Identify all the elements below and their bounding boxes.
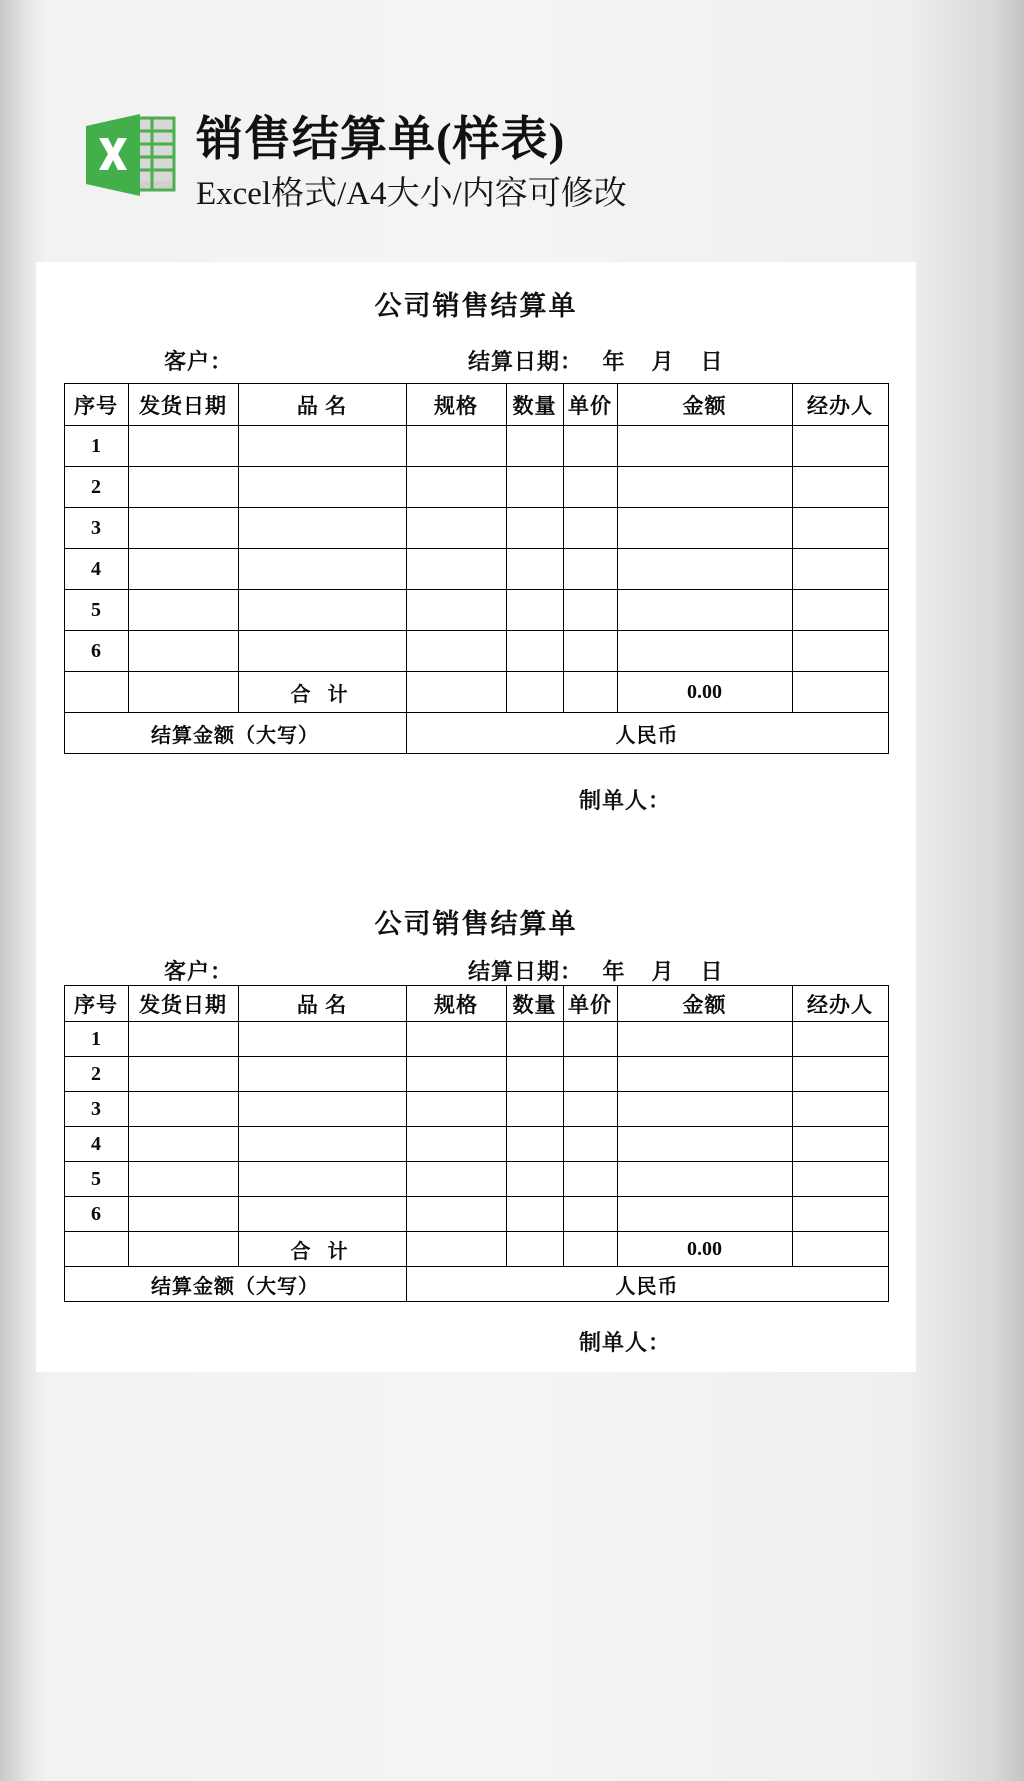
total-blank-date (128, 1232, 238, 1267)
customer-label: 客户： (164, 959, 234, 984)
form-title: 公司销售结算单 (374, 291, 578, 321)
table-row (64, 1092, 888, 1127)
cell-handler[interactable] (792, 1092, 888, 1127)
cell-seq[interactable]: 1 (64, 1022, 128, 1057)
cell-qty[interactable] (506, 1022, 563, 1057)
cell-date[interactable] (128, 426, 238, 467)
total-label: 合 计 (238, 672, 406, 713)
cell-amount[interactable] (617, 631, 792, 672)
table-row (64, 1197, 888, 1232)
cell-date[interactable] (128, 1162, 238, 1197)
settlement-form-1 (36, 262, 916, 834)
cell-qty[interactable] (506, 467, 563, 508)
cell-qty[interactable] (506, 549, 563, 590)
amount-in-words-label: 结算金额（大写） (64, 713, 406, 754)
cell-name[interactable] (238, 1197, 406, 1232)
cell-price[interactable] (563, 1197, 617, 1232)
cell-spec[interactable] (406, 426, 506, 467)
settlement-form-2 (36, 902, 916, 1376)
table-row (64, 1022, 888, 1057)
cell-date[interactable] (128, 1092, 238, 1127)
total-blank-qty (506, 672, 563, 713)
cell-name[interactable] (238, 1162, 406, 1197)
cell-spec[interactable] (406, 1022, 506, 1057)
table-row (64, 508, 888, 549)
page-subtitle: Excel格式/A4大小/内容可修改 (196, 176, 627, 212)
col-header-seq: 序号 (64, 986, 128, 1022)
cell-spec[interactable] (406, 1162, 506, 1197)
total-amount-value: 0.00 (617, 1232, 792, 1267)
cell-amount[interactable] (617, 1022, 792, 1057)
col-header-name: 品 名 (238, 986, 406, 1022)
cell-handler[interactable] (792, 508, 888, 549)
cell-amount[interactable] (617, 1162, 792, 1197)
cell-date[interactable] (128, 549, 238, 590)
cell-handler[interactable] (792, 467, 888, 508)
total-blank-seq (64, 672, 128, 713)
cell-price[interactable] (563, 1022, 617, 1057)
cell-seq[interactable]: 6 (64, 631, 128, 672)
cell-date[interactable] (128, 631, 238, 672)
cell-price[interactable] (563, 1162, 617, 1197)
cell-seq[interactable]: 4 (64, 549, 128, 590)
cell-seq[interactable]: 4 (64, 1127, 128, 1162)
cell-qty[interactable] (506, 1127, 563, 1162)
cell-seq[interactable]: 5 (64, 1162, 128, 1197)
cell-seq[interactable]: 5 (64, 590, 128, 631)
cell-price[interactable] (563, 467, 617, 508)
col-header-price: 单价 (563, 986, 617, 1022)
cell-spec[interactable] (406, 631, 506, 672)
cell-date[interactable] (128, 1127, 238, 1162)
settlement-table (64, 383, 889, 754)
cell-amount[interactable] (617, 426, 792, 467)
cell-handler[interactable] (792, 1197, 888, 1232)
cell-name[interactable] (238, 426, 406, 467)
cell-date[interactable] (128, 590, 238, 631)
cell-price[interactable] (563, 590, 617, 631)
col-header-date: 发货日期 (128, 986, 238, 1022)
cell-price[interactable] (563, 549, 617, 590)
cell-qty[interactable] (506, 1092, 563, 1127)
page-header (0, 0, 1024, 262)
cell-name[interactable] (238, 508, 406, 549)
col-header-spec: 规格 (406, 986, 506, 1022)
form-meta-row (36, 949, 916, 985)
col-header-spec: 规格 (406, 384, 506, 426)
total-blank-spec (406, 672, 506, 713)
cell-price[interactable] (563, 426, 617, 467)
col-header-handler: 经办人 (792, 384, 888, 426)
cell-name[interactable] (238, 1092, 406, 1127)
cell-spec[interactable] (406, 1057, 506, 1092)
maker-row (36, 784, 916, 834)
cell-amount[interactable] (617, 508, 792, 549)
col-header-amount: 金额 (617, 384, 792, 426)
page-title: 销售结算单(样表) (196, 114, 566, 166)
col-header-date: 发货日期 (128, 384, 238, 426)
cell-price[interactable] (563, 631, 617, 672)
cell-name[interactable] (238, 590, 406, 631)
cell-spec[interactable] (406, 549, 506, 590)
cell-name[interactable] (238, 1127, 406, 1162)
cell-handler[interactable] (792, 1127, 888, 1162)
cell-seq[interactable]: 2 (64, 467, 128, 508)
table-row (64, 467, 888, 508)
total-amount-value: 0.00 (617, 672, 792, 713)
table-row (64, 426, 888, 467)
table-row (64, 1162, 888, 1197)
cell-date[interactable] (128, 1197, 238, 1232)
total-blank-handler (792, 1232, 888, 1267)
excel-file-icon (78, 104, 178, 204)
cell-amount[interactable] (617, 467, 792, 508)
cell-qty[interactable] (506, 1057, 563, 1092)
cell-date[interactable] (128, 467, 238, 508)
cell-qty[interactable] (506, 1162, 563, 1197)
table-row (64, 549, 888, 590)
cell-qty[interactable] (506, 590, 563, 631)
customer-label: 客户： (164, 349, 234, 374)
cell-handler[interactable] (792, 631, 888, 672)
col-header-name: 品 名 (238, 384, 406, 426)
cell-spec[interactable] (406, 1197, 506, 1232)
amount-in-words-row (64, 1267, 888, 1302)
settlement-table (64, 985, 889, 1302)
table-total-row (64, 1232, 888, 1267)
cell-seq[interactable]: 3 (64, 1092, 128, 1127)
table-total-row (64, 672, 888, 713)
cell-price[interactable] (563, 1127, 617, 1162)
cell-spec[interactable] (406, 1127, 506, 1162)
table-row (64, 1057, 888, 1092)
cell-handler[interactable] (792, 549, 888, 590)
cell-amount[interactable] (617, 590, 792, 631)
cell-name[interactable] (238, 1022, 406, 1057)
cell-price[interactable] (563, 1057, 617, 1092)
amount-in-words-value[interactable]: 人民币 (406, 1267, 888, 1302)
cell-date[interactable] (128, 508, 238, 549)
title-block (196, 112, 836, 216)
col-header-qty: 数量 (506, 384, 563, 426)
total-blank-spec (406, 1232, 506, 1267)
cell-seq[interactable]: 3 (64, 508, 128, 549)
cell-amount[interactable] (617, 1057, 792, 1092)
cell-qty[interactable] (506, 426, 563, 467)
col-header-handler: 经办人 (792, 986, 888, 1022)
cell-handler[interactable] (792, 1022, 888, 1057)
cell-handler[interactable] (792, 1057, 888, 1092)
total-blank-price (563, 1232, 617, 1267)
col-header-qty: 数量 (506, 986, 563, 1022)
table-header-row (64, 986, 888, 1022)
col-header-amount: 金额 (617, 986, 792, 1022)
amount-in-words-label: 结算金额（大写） (64, 1267, 406, 1302)
cell-seq[interactable]: 1 (64, 426, 128, 467)
maker-label: 制单人： (579, 788, 672, 813)
table-row (64, 631, 888, 672)
document-sheet (36, 262, 916, 1372)
form-meta-row (36, 339, 916, 383)
total-blank-price (563, 672, 617, 713)
amount-in-words-value[interactable]: 人民币 (406, 713, 888, 754)
cell-spec[interactable] (406, 590, 506, 631)
cell-name[interactable] (238, 1057, 406, 1092)
table-header-row (64, 384, 888, 426)
cell-qty[interactable] (506, 508, 563, 549)
cell-amount[interactable] (617, 1092, 792, 1127)
settlement-date-label: 结算日期： 年 月 日 (468, 959, 724, 984)
table-row (64, 590, 888, 631)
total-label: 合 计 (238, 1232, 406, 1267)
col-header-seq: 序号 (64, 384, 128, 426)
total-blank-qty (506, 1232, 563, 1267)
cell-amount[interactable] (617, 1127, 792, 1162)
cell-seq[interactable]: 2 (64, 1057, 128, 1092)
cell-spec[interactable] (406, 508, 506, 549)
cell-name[interactable] (238, 467, 406, 508)
total-blank-date (128, 672, 238, 713)
settlement-date-label: 结算日期： 年 月 日 (468, 349, 724, 374)
cell-spec[interactable] (406, 1092, 506, 1127)
cell-price[interactable] (563, 1092, 617, 1127)
total-blank-seq (64, 1232, 128, 1267)
cell-price[interactable] (563, 508, 617, 549)
cell-amount[interactable] (617, 549, 792, 590)
maker-row (36, 1326, 916, 1376)
cell-handler[interactable] (792, 590, 888, 631)
total-blank-handler (792, 672, 888, 713)
cell-seq[interactable]: 6 (64, 1197, 128, 1232)
col-header-price: 单价 (563, 384, 617, 426)
maker-label: 制单人： (579, 1330, 672, 1355)
cell-qty[interactable] (506, 631, 563, 672)
cell-date[interactable] (128, 1057, 238, 1092)
cell-handler[interactable] (792, 426, 888, 467)
cell-amount[interactable] (617, 1197, 792, 1232)
form-title: 公司销售结算单 (374, 909, 578, 939)
cell-handler[interactable] (792, 1162, 888, 1197)
cell-date[interactable] (128, 1022, 238, 1057)
cell-spec[interactable] (406, 467, 506, 508)
cell-name[interactable] (238, 631, 406, 672)
amount-in-words-row (64, 713, 888, 754)
cell-name[interactable] (238, 549, 406, 590)
cell-qty[interactable] (506, 1197, 563, 1232)
table-row (64, 1127, 888, 1162)
